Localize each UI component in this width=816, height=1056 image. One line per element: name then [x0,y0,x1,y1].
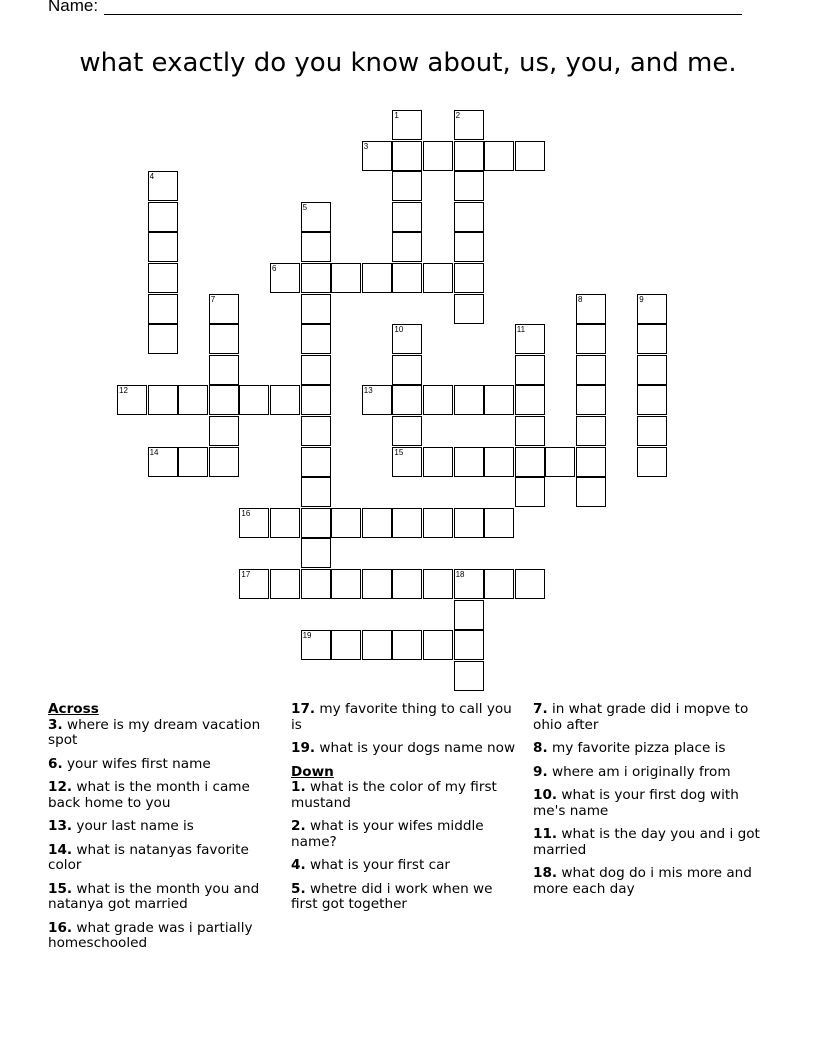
grid-cell[interactable] [515,447,545,477]
grid-cell[interactable] [148,202,178,232]
puzzle-title: what exactly do you know about, us, you, and me. [79,48,737,78]
clue-number-3: 3 [363,141,369,151]
clue-number-4: 4 [149,172,155,182]
grid-cell[interactable] [392,385,422,415]
grid-cell[interactable] [423,263,453,293]
grid-cell[interactable] [576,447,606,477]
grid-cell[interactable] [423,141,453,171]
clue-down-18: 18. what dog do i mis more and more each day [533,865,752,897]
grid-cell[interactable] [454,600,484,630]
grid-cell[interactable] [515,416,545,446]
grid-cell[interactable] [392,202,422,232]
grid-cell[interactable] [148,263,178,293]
clue-number-19: 19 [302,631,312,641]
name-label: Name: [48,0,99,15]
grid-cell[interactable] [423,508,453,538]
grid-cell[interactable] [301,447,331,477]
clue-down-9: 9. where am i originally from [533,763,731,780]
grid-cell[interactable] [576,416,606,446]
grid-cell[interactable] [484,141,514,171]
grid-cell[interactable] [515,385,545,415]
clue-number-9: 9 [639,294,644,304]
grid-cell[interactable] [392,416,422,446]
grid-cell[interactable] [392,263,422,293]
grid-cell[interactable] [301,477,331,507]
grid-cell[interactable] [301,569,331,599]
grid-cell[interactable] [454,141,484,171]
grid-cell[interactable] [270,508,300,538]
grid-cell[interactable] [301,324,331,354]
grid-cell[interactable] [637,355,667,385]
clue-down-7: 7. in what grade did i mopve to ohio after [533,701,749,733]
clue-across-16: 16. what grade was i partially homeschooled [48,919,253,951]
down-heading: Down [291,763,334,780]
grid-cell[interactable] [362,569,392,599]
grid-cell[interactable] [515,569,545,599]
clue-across-12: 12. what is the month i came back home to you [48,779,250,811]
clue-number-17: 17 [241,570,251,579]
grid-cell[interactable] [576,477,606,507]
grid-cell[interactable] [454,263,484,293]
grid-cell[interactable] [301,538,331,568]
clue-number-14: 14 [149,447,159,457]
clue-across-3: 3. where is my dream vacation spot [48,716,261,748]
grid-cell[interactable] [454,508,484,538]
grid-cell[interactable] [301,416,331,446]
grid-cell[interactable] [576,385,606,415]
grid-cell[interactable] [301,508,331,538]
clues-column-2 [291,702,523,921]
grid-cell[interactable] [148,385,178,415]
grid-cell[interactable] [331,630,361,660]
grid-cell[interactable] [423,385,453,415]
grid-cell[interactable] [239,385,269,415]
grid-cell[interactable] [301,232,331,262]
grid-cell[interactable] [178,385,208,415]
grid-cell[interactable] [362,263,392,293]
grid-cell[interactable] [454,294,484,324]
clue-across-15: 15. what is the month you and natanya got married [48,880,260,912]
clue-down-10: 10. what is your first dog with me's name [533,787,739,819]
clue-down-5: 5. whetre did i work when we first got together [291,880,493,912]
grid-cell[interactable] [362,508,392,538]
grid-cell[interactable] [637,324,667,354]
grid-cell[interactable] [454,232,484,262]
clue-across-14: 14. what is natanyas favorite color [48,841,249,873]
clue-number-10: 10 [394,325,404,335]
grid-cell[interactable] [454,385,484,415]
clues-column-3 [533,702,765,905]
grid-cell[interactable] [423,569,453,599]
grid-cell[interactable] [392,569,422,599]
clue-number-13: 13 [363,386,373,396]
clue-number-6: 6 [272,264,277,273]
grid-cell[interactable] [209,355,239,385]
grid-cell[interactable] [423,447,453,477]
grid-cell[interactable] [484,385,514,415]
grid-cell[interactable] [484,569,514,599]
grid-cell[interactable] [423,630,453,660]
clue-number-2: 2 [455,111,461,120]
grid-cell[interactable] [392,355,422,385]
grid-cell[interactable] [331,569,361,599]
grid-cell[interactable] [148,232,178,262]
clue-across-13: 13. your last name is [48,818,194,834]
across-heading: Across [48,701,99,717]
clue-number-11: 11 [516,325,526,335]
grid-cell[interactable] [576,324,606,354]
clue-number-18: 18 [455,570,465,579]
grid-cell[interactable] [545,447,575,477]
grid-cell[interactable] [301,263,331,293]
grid-cell[interactable] [515,141,545,171]
grid-cell[interactable] [331,508,361,538]
grid-cell[interactable] [454,171,484,201]
grid-cell[interactable] [178,447,208,477]
clue-down-11: 11. what is the day you and i got married [533,826,760,858]
clue-number-1: 1 [394,111,399,120]
grid-cell[interactable] [392,232,422,262]
grid-cell[interactable] [331,263,361,293]
grid-cell[interactable] [484,447,514,477]
clue-down-2: 2. what is your wifes middle name? [291,818,484,850]
grid-cell[interactable] [392,508,422,538]
clue-number-7: 7 [210,294,216,304]
grid-cell[interactable] [392,171,422,201]
clue-number-5: 5 [302,202,308,212]
clue-across-19: 19. what is your dogs name now [291,740,516,756]
grid-cell[interactable] [637,385,667,415]
grid-cell[interactable] [637,416,667,446]
grid-cell[interactable] [301,355,331,385]
clue-across-6: 6. your wifes first name [48,755,211,772]
grid-cell[interactable] [454,630,484,660]
grid-cell[interactable] [270,569,300,599]
grid-cell[interactable] [209,324,239,354]
clue-across-17: 17. my favorite thing to call you is [291,701,512,733]
grid-cell[interactable] [301,294,331,324]
clue-down-8: 8. my favorite pizza place is [533,740,726,756]
grid-cell[interactable] [270,385,300,415]
grid-cell[interactable] [576,355,606,385]
grid-cell[interactable] [484,508,514,538]
grid-cell[interactable] [148,324,178,354]
grid-cell[interactable] [392,141,422,171]
grid-cell[interactable] [637,447,667,477]
grid-cell[interactable] [209,416,239,446]
grid-cell[interactable] [392,630,422,660]
clue-number-8: 8 [578,294,583,304]
clue-number-15: 15 [394,447,404,457]
clue-number-12: 12 [119,386,128,396]
grid-cell[interactable] [515,477,545,507]
grid-cell[interactable] [301,385,331,415]
grid-cell[interactable] [454,202,484,232]
grid-cell[interactable] [515,355,545,385]
clue-number-16: 16 [241,508,251,518]
grid-cell[interactable] [209,385,239,415]
grid-cell[interactable] [454,661,484,691]
clue-down-4: 4. what is your first car [291,857,451,873]
grid-cell[interactable] [454,447,484,477]
grid-cell[interactable] [209,447,239,477]
grid-cell[interactable] [362,630,392,660]
clues-column-1 [48,702,280,960]
clue-down-1: 1. what is the color of my first mustand [291,779,497,811]
grid-cell[interactable] [148,294,178,324]
